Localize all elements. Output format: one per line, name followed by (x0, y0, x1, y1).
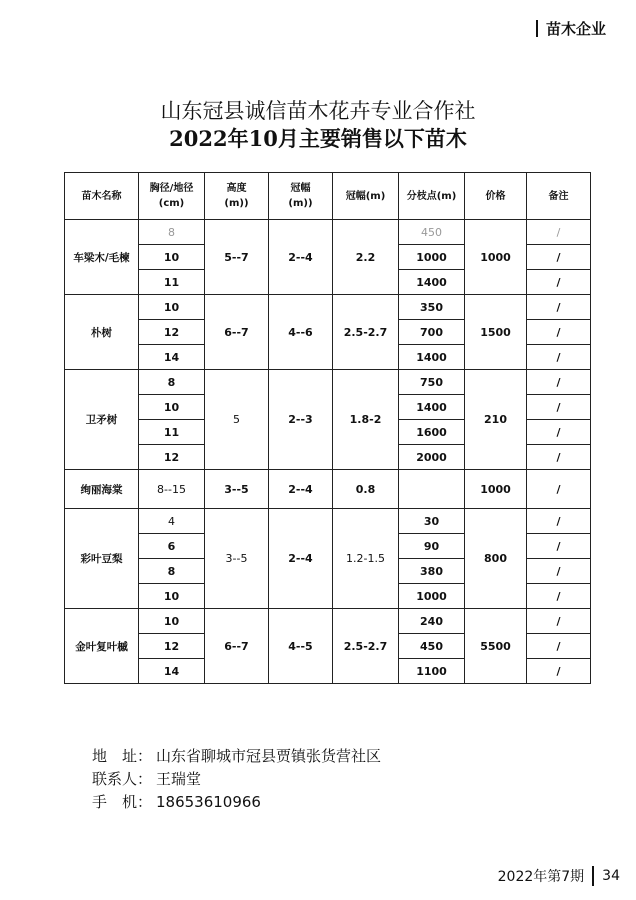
phone-label: 手 机： (92, 793, 153, 811)
height-cell: 5 (205, 370, 269, 470)
branch-point-cell: 2000 (399, 445, 465, 470)
address-label: 地 址： (92, 747, 153, 765)
crown-cell: 4--5 (269, 609, 333, 684)
crown2-cell: 0.8 (333, 470, 399, 509)
note-cell: / (527, 245, 591, 270)
crown2-cell: 2.5-2.7 (333, 295, 399, 370)
note-cell: / (527, 395, 591, 420)
header-cell: 分枝点(m) (399, 173, 465, 220)
note-cell: / (527, 509, 591, 534)
price-cell: 5500 (465, 609, 527, 684)
height-cell: 3--5 (205, 470, 269, 509)
section-tag (536, 18, 606, 39)
crown2-cell: 1.2-1.5 (333, 509, 399, 609)
diameter-cell: 12 (139, 320, 205, 345)
note-cell: / (527, 295, 591, 320)
footer-divider (592, 866, 594, 886)
species-name: 金叶复叶槭 (65, 609, 139, 684)
branch-point-cell: 1400 (399, 270, 465, 295)
table-row (65, 220, 591, 245)
branch-point-cell: 1400 (399, 345, 465, 370)
note-cell: / (527, 445, 591, 470)
note-cell: / (527, 470, 591, 509)
page-number: 34 (602, 868, 620, 884)
species-name: 绚丽海棠 (65, 470, 139, 509)
phone-row (92, 791, 381, 814)
header-cell: 胸径/地径 (cm) (139, 173, 205, 220)
diameter-cell: 10 (139, 609, 205, 634)
address-row (92, 745, 381, 768)
contact-person-row (92, 768, 381, 791)
phone-value: 18653610966 (156, 793, 261, 811)
table-row (65, 470, 591, 509)
diameter-cell: 6 (139, 534, 205, 559)
species-name: 彩叶豆梨 (65, 509, 139, 609)
crown-cell: 2--4 (269, 220, 333, 295)
branch-point-cell: 750 (399, 370, 465, 395)
branch-point-cell: 1600 (399, 420, 465, 445)
diameter-cell: 4 (139, 509, 205, 534)
page-footer (498, 866, 620, 886)
note-cell: / (527, 370, 591, 395)
branch-point-cell: 1100 (399, 659, 465, 684)
diameter-cell: 12 (139, 634, 205, 659)
diameter-cell: 8 (139, 559, 205, 584)
branch-point-cell: 1400 (399, 395, 465, 420)
branch-point-cell: 450 (399, 220, 465, 245)
price-table (64, 172, 591, 684)
table-row (65, 370, 591, 395)
diameter-cell: 11 (139, 420, 205, 445)
price-cell: 210 (465, 370, 527, 470)
note-cell: / (527, 420, 591, 445)
crown2-cell: 2.5-2.7 (333, 609, 399, 684)
crown-cell: 2--4 (269, 470, 333, 509)
diameter-cell: 12 (139, 445, 205, 470)
species-name: 朴树 (65, 295, 139, 370)
diameter-cell: 8--15 (139, 470, 205, 509)
diameter-cell: 14 (139, 345, 205, 370)
table-row (65, 609, 591, 634)
branch-point-cell: 1000 (399, 584, 465, 609)
contact-block (92, 745, 381, 814)
price-cell: 1500 (465, 295, 527, 370)
diameter-cell: 10 (139, 584, 205, 609)
price-cell: 800 (465, 509, 527, 609)
note-cell: / (527, 345, 591, 370)
branch-point-cell: 240 (399, 609, 465, 634)
header-cell: 冠幅 (m)) (269, 173, 333, 220)
note-cell: / (527, 270, 591, 295)
crown-cell: 2--3 (269, 370, 333, 470)
header-cell: 冠幅(m) (333, 173, 399, 220)
diameter-cell: 8 (139, 220, 205, 245)
table-row (65, 295, 591, 320)
note-cell: / (527, 320, 591, 345)
crown-cell: 2--4 (269, 509, 333, 609)
height-cell: 3--5 (205, 509, 269, 609)
header-cell: 价格 (465, 173, 527, 220)
note-cell: / (527, 609, 591, 634)
branch-point-cell: 90 (399, 534, 465, 559)
price-cell: 1000 (465, 470, 527, 509)
diameter-cell: 14 (139, 659, 205, 684)
branch-point-cell (399, 470, 465, 509)
note-cell: / (527, 584, 591, 609)
header-cell: 备注 (527, 173, 591, 220)
diameter-cell: 10 (139, 395, 205, 420)
note-cell: / (527, 659, 591, 684)
note-cell: / (527, 220, 591, 245)
diameter-cell: 10 (139, 295, 205, 320)
contact-person-value: 王瑞堂 (156, 770, 202, 788)
branch-point-cell: 700 (399, 320, 465, 345)
note-cell: / (527, 559, 591, 584)
table-header-row (65, 173, 591, 220)
issue-label: 2022年第7期 (497, 869, 585, 885)
note-cell: / (527, 534, 591, 559)
table-row (65, 509, 591, 534)
branch-point-cell: 1000 (399, 245, 465, 270)
height-cell: 5--7 (205, 220, 269, 295)
height-cell: 6--7 (205, 609, 269, 684)
branch-point-cell: 450 (399, 634, 465, 659)
contact-person-label: 联系人： (92, 770, 153, 788)
crown2-cell: 1.8-2 (333, 370, 399, 470)
section-tag-bar (536, 20, 538, 37)
page-subtitle: 2022年10月主要销售以下苗木 (169, 126, 467, 151)
price-cell: 1000 (465, 220, 527, 295)
note-cell: / (527, 634, 591, 659)
branch-point-cell: 30 (399, 509, 465, 534)
crown2-cell: 2.2 (333, 220, 399, 295)
diameter-cell: 11 (139, 270, 205, 295)
page-title: 山东冠县诚信苗木花卉专业合作社 (160, 99, 476, 123)
branch-point-cell: 380 (399, 559, 465, 584)
species-name: 车梁木/毛楝 (65, 220, 139, 295)
diameter-cell: 10 (139, 245, 205, 270)
species-name: 卫矛树 (65, 370, 139, 470)
header-cell: 高度 (m)) (205, 173, 269, 220)
crown-cell: 4--6 (269, 295, 333, 370)
branch-point-cell: 350 (399, 295, 465, 320)
header-cell: 苗木名称 (65, 173, 139, 220)
height-cell: 6--7 (205, 295, 269, 370)
section-tag-label: 苗木企业 (545, 20, 606, 38)
address-value: 山东省聊城市冠县贾镇张货营社区 (156, 747, 382, 765)
diameter-cell: 8 (139, 370, 205, 395)
